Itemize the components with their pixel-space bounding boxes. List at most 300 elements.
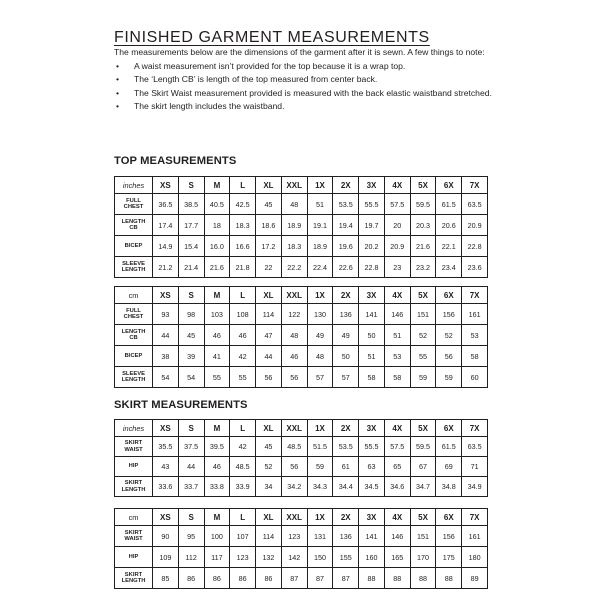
measurement-cell: 23 — [384, 257, 410, 278]
measurement-cell: 49 — [333, 325, 359, 346]
measurement-row — [115, 236, 488, 257]
size-header: XXL — [281, 177, 307, 194]
size-header: 1X — [307, 287, 333, 304]
top-measurements-heading: TOP MEASUREMENTS — [114, 155, 237, 167]
measurement-cell: 59 — [307, 457, 333, 477]
measurement-cell: 50 — [333, 346, 359, 367]
measurement-row — [115, 346, 488, 367]
intro-text: The measurements below are the dimensions of the garment after it is sewn. A few things to note: — [114, 47, 485, 57]
measurement-cell: 23.2 — [410, 257, 436, 278]
measurement-cell: 44 — [256, 346, 282, 367]
measurement-cell: 22.6 — [333, 257, 359, 278]
measurement-cell: 55 — [410, 346, 436, 367]
measurement-cell: 39 — [178, 346, 204, 367]
notes-list — [114, 60, 494, 114]
measurement-cell: 87 — [281, 568, 307, 589]
measurement-cell: 141 — [359, 526, 385, 547]
page-title: FINISHED GARMENT MEASUREMENTS — [114, 28, 430, 46]
measurement-cell: 34.6 — [384, 477, 410, 497]
measurement-cell: 16.0 — [204, 236, 230, 257]
measurement-cell: 33.8 — [204, 477, 230, 497]
measurement-cell: 41 — [204, 346, 230, 367]
measurement-cell: 42.5 — [230, 194, 256, 215]
note-text: The ‘Length CB’ is length of the top measured from center back. — [134, 74, 378, 84]
size-header: 6X — [436, 420, 462, 437]
row-label — [115, 325, 153, 346]
measurement-cell: 46 — [204, 457, 230, 477]
intro-notes — [114, 46, 494, 114]
measurement-cell: 55.5 — [359, 194, 385, 215]
size-header: S — [178, 509, 204, 526]
measurement-cell: 20.6 — [436, 215, 462, 236]
measurement-cell: 55 — [204, 367, 230, 388]
measurement-cell: 69 — [436, 457, 462, 477]
measurement-cell: 175 — [436, 547, 462, 568]
measurement-cell: 86 — [230, 568, 256, 589]
size-header: XS — [153, 420, 179, 437]
measurement-cell: 18.9 — [281, 215, 307, 236]
measurement-cell: 108 — [230, 304, 256, 325]
measurement-cell: 22.1 — [436, 236, 462, 257]
measurement-cell: 21.6 — [204, 257, 230, 278]
skirt-inches-table — [114, 419, 488, 497]
size-header: 5X — [410, 509, 436, 526]
header-row — [115, 287, 488, 304]
skirt-measurements-heading: SKIRT MEASUREMENTS — [114, 399, 248, 411]
measurement-cell: 22.4 — [307, 257, 333, 278]
measurement-cell: 165 — [384, 547, 410, 568]
size-header: 7X — [462, 420, 488, 437]
measurement-cell: 22 — [256, 257, 282, 278]
row-label — [115, 457, 153, 477]
measurement-cell: 136 — [333, 304, 359, 325]
measurement-cell: 19.7 — [359, 215, 385, 236]
measurement-row — [115, 194, 488, 215]
measurement-cell: 59.5 — [410, 437, 436, 457]
measurement-cell: 54 — [153, 367, 179, 388]
measurement-cell: 180 — [462, 547, 488, 568]
measurement-cell: 20 — [384, 215, 410, 236]
unit-label: inches — [115, 420, 153, 437]
measurement-cell: 21.4 — [178, 257, 204, 278]
measurement-cell: 58 — [462, 346, 488, 367]
measurement-cell: 161 — [462, 304, 488, 325]
measurement-cell: 34.4 — [333, 477, 359, 497]
size-header: 3X — [359, 177, 385, 194]
measurement-cell: 107 — [230, 526, 256, 547]
measurement-cell: 57 — [333, 367, 359, 388]
measurement-cell: 61.5 — [436, 194, 462, 215]
measurement-cell: 146 — [384, 526, 410, 547]
measurement-cell: 46 — [204, 325, 230, 346]
size-header: XS — [153, 287, 179, 304]
measurement-cell: 51 — [384, 325, 410, 346]
row-label-line: CHEST — [123, 204, 144, 210]
measurement-row — [115, 215, 488, 236]
measurement-cell: 18.3 — [281, 236, 307, 257]
measurement-cell: 123 — [230, 547, 256, 568]
measurement-cell: 88 — [359, 568, 385, 589]
skirt-cm-table — [114, 508, 488, 589]
size-header: 7X — [462, 177, 488, 194]
measurement-cell: 51.5 — [307, 437, 333, 457]
row-label-line: SLEEVE — [122, 260, 145, 267]
measurement-cell: 150 — [307, 547, 333, 568]
measurement-cell: 16.6 — [230, 236, 256, 257]
measurement-cell: 103 — [204, 304, 230, 325]
row-label-line: LENGTH — [121, 578, 146, 584]
measurement-cell: 46 — [230, 325, 256, 346]
measurement-cell: 60 — [462, 367, 488, 388]
note-item — [114, 100, 494, 114]
row-label — [115, 215, 153, 236]
measurement-cell: 114 — [256, 304, 282, 325]
measurement-cell: 34.3 — [307, 477, 333, 497]
measurement-cell: 17.2 — [256, 236, 282, 257]
size-header: XXL — [281, 509, 307, 526]
measurement-cell: 20.2 — [359, 236, 385, 257]
measurement-cell: 61 — [333, 457, 359, 477]
measurement-cell: 55 — [230, 367, 256, 388]
measurement-cell: 38.5 — [178, 194, 204, 215]
measurement-row — [115, 367, 488, 388]
measurement-row — [115, 547, 488, 568]
size-header: XL — [256, 287, 282, 304]
row-label-line: FULL — [126, 197, 141, 204]
header-row — [115, 420, 488, 437]
measurement-cell: 53 — [462, 325, 488, 346]
row-label — [115, 304, 153, 325]
measurement-cell: 47 — [256, 325, 282, 346]
measurement-cell: 20.3 — [410, 215, 436, 236]
row-label — [115, 236, 153, 257]
row-label-line: LENGTH — [121, 377, 146, 383]
measurement-cell: 18 — [204, 215, 230, 236]
size-header: 1X — [307, 509, 333, 526]
size-header: 2X — [333, 509, 359, 526]
measurement-cell: 95 — [178, 526, 204, 547]
measurement-cell: 63 — [359, 457, 385, 477]
size-header: S — [178, 177, 204, 194]
size-header: L — [230, 420, 256, 437]
size-header: 2X — [333, 287, 359, 304]
row-label-line: SLEEVE — [122, 370, 145, 377]
measurement-cell: 67 — [410, 457, 436, 477]
size-header: 3X — [359, 287, 385, 304]
row-label — [115, 367, 153, 388]
measurement-cell: 146 — [384, 304, 410, 325]
measurement-cell: 131 — [307, 526, 333, 547]
measurement-cell: 136 — [333, 526, 359, 547]
size-header: L — [230, 177, 256, 194]
row-label-line: BICEP — [124, 352, 143, 359]
measurement-cell: 52 — [256, 457, 282, 477]
measurement-row — [115, 437, 488, 457]
measurement-cell: 56 — [436, 346, 462, 367]
measurement-cell: 18.9 — [307, 236, 333, 257]
row-label-line: FULL — [126, 307, 141, 314]
measurement-cell: 56 — [281, 367, 307, 388]
measurement-cell: 98 — [178, 304, 204, 325]
measurement-cell: 160 — [359, 547, 385, 568]
bullet-icon: • — [116, 74, 120, 84]
size-header: 4X — [384, 420, 410, 437]
measurement-cell: 88 — [436, 568, 462, 589]
measurement-cell: 71 — [462, 457, 488, 477]
measurement-cell: 14.9 — [153, 236, 179, 257]
measurement-cell: 63.5 — [462, 194, 488, 215]
measurement-row — [115, 257, 488, 278]
measurement-cell: 85 — [153, 568, 179, 589]
measurement-cell: 35.5 — [153, 437, 179, 457]
header-row — [115, 509, 488, 526]
measurement-cell: 34.5 — [359, 477, 385, 497]
measurement-cell: 59.5 — [410, 194, 436, 215]
measurement-cell: 15.4 — [178, 236, 204, 257]
row-label-line: CHEST — [123, 314, 144, 320]
measurement-cell: 86 — [256, 568, 282, 589]
row-label-line: LENGTH — [121, 267, 146, 273]
measurement-cell: 48 — [281, 325, 307, 346]
measurement-cell: 34.7 — [410, 477, 436, 497]
measurement-row — [115, 477, 488, 497]
size-header: 1X — [307, 420, 333, 437]
row-label — [115, 526, 153, 547]
measurement-cell: 49 — [307, 325, 333, 346]
measurement-cell: 88 — [410, 568, 436, 589]
size-header: XS — [153, 509, 179, 526]
measurement-cell: 19.6 — [333, 236, 359, 257]
row-label-line: WAIST — [124, 536, 143, 542]
measurement-cell: 57.5 — [384, 194, 410, 215]
measurement-cell: 39.5 — [204, 437, 230, 457]
measurement-cell: 18.3 — [230, 215, 256, 236]
measurement-cell: 50 — [359, 325, 385, 346]
measurement-cell: 112 — [178, 547, 204, 568]
size-header: 5X — [410, 177, 436, 194]
row-label-line: WAIST — [124, 446, 143, 453]
row-label-line: LENGTH — [121, 328, 146, 335]
measurement-cell: 151 — [410, 526, 436, 547]
measurement-cell: 53.5 — [333, 437, 359, 457]
header-row — [115, 177, 488, 194]
size-header: 7X — [462, 287, 488, 304]
measurement-cell: 36.5 — [153, 194, 179, 215]
measurement-cell: 51 — [307, 194, 333, 215]
measurement-cell: 155 — [333, 547, 359, 568]
size-header: S — [178, 420, 204, 437]
measurement-cell: 51 — [359, 346, 385, 367]
measurement-cell: 34 — [256, 477, 282, 497]
size-header: 3X — [359, 420, 385, 437]
bullet-icon: • — [116, 60, 120, 71]
measurement-cell: 45 — [256, 437, 282, 457]
row-label-line: BICEP — [124, 242, 143, 249]
measurement-cell: 23.6 — [462, 257, 488, 278]
bullet-icon: • — [116, 101, 120, 111]
size-header: M — [204, 509, 230, 526]
measurement-cell: 53.5 — [333, 194, 359, 215]
measurement-cell: 90 — [153, 526, 179, 547]
row-label-line: HIP — [128, 463, 139, 470]
measurement-cell: 45 — [256, 194, 282, 215]
row-label-line: LENGTH — [121, 218, 146, 225]
measurement-cell: 44 — [178, 457, 204, 477]
row-label-line: SKIRT — [124, 571, 143, 578]
note-text: The Skirt Waist measurement provided is measured with the back elastic waistband stretched. — [134, 87, 492, 98]
measurement-cell: 19.4 — [333, 215, 359, 236]
measurement-cell: 161 — [462, 526, 488, 547]
measurement-cell: 48.5 — [230, 457, 256, 477]
measurement-cell: 22.8 — [462, 236, 488, 257]
row-label-line: CB — [129, 335, 138, 341]
measurement-cell: 21.2 — [153, 257, 179, 278]
measurement-cell: 54 — [178, 367, 204, 388]
measurement-cell: 34.2 — [281, 477, 307, 497]
note-item — [114, 73, 494, 87]
measurement-cell: 151 — [410, 304, 436, 325]
size-header: 4X — [384, 509, 410, 526]
size-header: XL — [256, 177, 282, 194]
note-item — [114, 87, 494, 101]
measurement-row — [115, 526, 488, 547]
measurement-cell: 123 — [281, 526, 307, 547]
size-header: 1X — [307, 177, 333, 194]
size-header: 4X — [384, 287, 410, 304]
measurement-row — [115, 457, 488, 477]
measurement-cell: 23.4 — [436, 257, 462, 278]
size-header: XL — [256, 509, 282, 526]
measurement-cell: 88 — [384, 568, 410, 589]
measurement-cell: 141 — [359, 304, 385, 325]
measurement-cell: 17.4 — [153, 215, 179, 236]
measurement-cell: 20.9 — [384, 236, 410, 257]
measurement-cell: 45 — [178, 325, 204, 346]
top-cm-table — [114, 286, 488, 388]
size-header: M — [204, 287, 230, 304]
size-header: M — [204, 420, 230, 437]
measurement-cell: 89 — [462, 568, 488, 589]
measurement-cell: 20.9 — [462, 215, 488, 236]
size-header: 5X — [410, 420, 436, 437]
size-header: XXL — [281, 287, 307, 304]
measurement-cell: 170 — [410, 547, 436, 568]
measurement-row — [115, 568, 488, 589]
measurement-cell: 22.8 — [359, 257, 385, 278]
measurement-cell: 87 — [307, 568, 333, 589]
measurement-cell: 100 — [204, 526, 230, 547]
unit-label: cm — [115, 509, 153, 526]
measurement-cell: 86 — [204, 568, 230, 589]
size-header: 7X — [462, 509, 488, 526]
measurement-cell: 52 — [410, 325, 436, 346]
row-label — [115, 568, 153, 589]
row-label-line: CB — [129, 225, 138, 231]
size-header: 2X — [333, 177, 359, 194]
measurement-cell: 43 — [153, 457, 179, 477]
measurement-cell: 44 — [153, 325, 179, 346]
measurement-cell: 57.5 — [384, 437, 410, 457]
measurement-cell: 93 — [153, 304, 179, 325]
measurement-cell: 122 — [281, 304, 307, 325]
measurement-cell: 18.6 — [256, 215, 282, 236]
note-text: A waist measurement isn’t provided for the top because it is a wrap top. — [134, 60, 406, 71]
size-header: XS — [153, 177, 179, 194]
bullet-icon: • — [116, 87, 120, 98]
measurement-cell: 34.8 — [436, 477, 462, 497]
measurement-cell: 55.5 — [359, 437, 385, 457]
measurement-cell: 61.5 — [436, 437, 462, 457]
measurement-cell: 59 — [410, 367, 436, 388]
measurement-cell: 87 — [333, 568, 359, 589]
measurement-cell: 86 — [178, 568, 204, 589]
row-label — [115, 194, 153, 215]
row-label-line: LENGTH — [121, 486, 146, 493]
measurement-row — [115, 304, 488, 325]
top-inches-table — [114, 176, 488, 278]
size-header: 3X — [359, 509, 385, 526]
measurement-cell: 17.7 — [178, 215, 204, 236]
measurement-cell: 65 — [384, 457, 410, 477]
measurement-cell: 58 — [384, 367, 410, 388]
size-header: S — [178, 287, 204, 304]
measurement-cell: 130 — [307, 304, 333, 325]
measurement-cell: 109 — [153, 547, 179, 568]
size-header: 2X — [333, 420, 359, 437]
measurement-cell: 142 — [281, 547, 307, 568]
row-label — [115, 477, 153, 497]
measurement-cell: 33.9 — [230, 477, 256, 497]
measurement-cell: 57 — [307, 367, 333, 388]
measurement-cell: 34.9 — [462, 477, 488, 497]
measurement-cell: 48.5 — [281, 437, 307, 457]
measurement-cell: 52 — [436, 325, 462, 346]
measurement-cell: 48 — [281, 194, 307, 215]
measurement-cell: 19.1 — [307, 215, 333, 236]
note-item — [114, 60, 494, 74]
row-label — [115, 547, 153, 568]
note-text: The skirt length includes the waistband. — [134, 101, 285, 111]
row-label — [115, 257, 153, 278]
measurement-cell: 42 — [230, 437, 256, 457]
measurement-cell: 33.7 — [178, 477, 204, 497]
measurement-cell: 114 — [256, 526, 282, 547]
measurement-cell: 33.6 — [153, 477, 179, 497]
measurement-cell: 22.2 — [281, 257, 307, 278]
measurement-cell: 53 — [384, 346, 410, 367]
unit-label: inches — [115, 177, 153, 194]
row-label-line: SKIRT — [124, 440, 143, 446]
unit-label: cm — [115, 287, 153, 304]
measurement-cell: 58 — [359, 367, 385, 388]
measurement-cell: 21.6 — [410, 236, 436, 257]
size-header: 5X — [410, 287, 436, 304]
size-header: L — [230, 287, 256, 304]
size-header: 6X — [436, 177, 462, 194]
size-header: M — [204, 177, 230, 194]
measurement-cell: 59 — [436, 367, 462, 388]
measurement-row — [115, 325, 488, 346]
measurement-cell: 38 — [153, 346, 179, 367]
measurement-cell: 132 — [256, 547, 282, 568]
measurement-cell: 56 — [256, 367, 282, 388]
measurement-cell: 117 — [204, 547, 230, 568]
measurement-cell: 156 — [436, 526, 462, 547]
measurement-cell: 21.8 — [230, 257, 256, 278]
measurement-cell: 156 — [436, 304, 462, 325]
row-label — [115, 346, 153, 367]
measurement-cell: 37.5 — [178, 437, 204, 457]
